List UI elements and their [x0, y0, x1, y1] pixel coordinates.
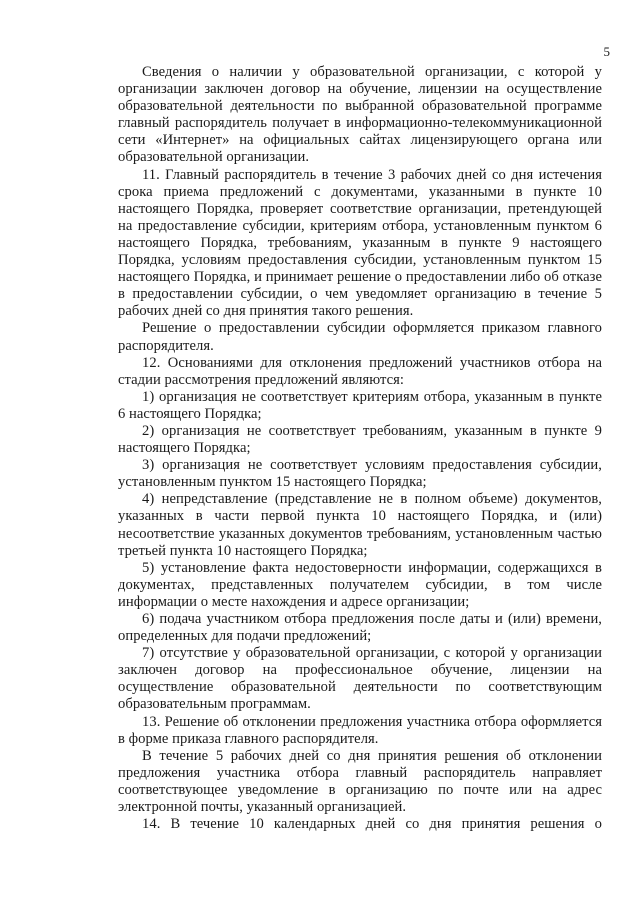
paragraph-subsidy-decision: Решение о предоставлении субсидии оформляется приказом главного распорядителя.: [118, 320, 602, 354]
list-item-5: 5) установление факта недостоверности информации, содержащихся в документах, представленных получателем субсидии, в том числе информации о месте нахождения и адресе организации;: [118, 559, 602, 610]
document-body: [118, 64, 602, 833]
list-item-2: 2) организация не соответствует требованиям, указанным в пункте 9 настоящего Порядка;: [118, 422, 602, 457]
list-item-1: 1) организация не соответствует критериям отбора, указанным в пункте 6 настоящего Порядка;: [118, 388, 602, 422]
page-number: 5: [603, 44, 610, 59]
paragraph-13: 13. Решение об отклонении предложения участника отбора оформляется в форме приказа главного распорядителя.: [118, 713, 602, 747]
paragraph-rejection-notice: В течение 5 рабочих дней со дня принятия решения об отклонении предложения участника отбора главный распорядитель направляет соответствующее уведомление в организацию по почте или на адрес электронной почты, указанный организацией.: [118, 747, 602, 816]
paragraph-12: 12. Основаниями для отклонения предложений участников отбора на стадии рассмотрения предложений являются:: [118, 354, 602, 388]
paragraph-11: 11. Главный распорядитель в течение 3 рабочих дней со дня истечения срока приема предложений с документами, указанными в пункте 10 настоящего Порядка, проверяет соответствие организации, претендующей на предоставление субсидии, критериям отбора, установленным пунктом 6 настоящего Порядка, требованиям, указанным в пункте 9 настоящего Порядка, условиям предоставления субсидии, установленным пунктом 15 настоящего Порядка, и принимает решение о предоставлении либо об отказе в предоставлении субсидии, о чем уведомляет организацию в течение 5 рабочих дней со дня принятия такого решения.: [118, 166, 602, 320]
list-item-7: 7) отсутствие у образовательной организации, с которой у организации заключен договор на профессиональное обучение, лицензии на осуществление образовательной деятельности по соответствующим образовательным программам.: [118, 645, 602, 713]
paragraph-14: 14. В течение 10 календарных дней со дня принятия решения о: [142, 816, 602, 833]
paragraph-license-info: Сведения о наличии у образовательной организации, с которой у организации заключен договор на обучение, лицензии на осуществление образовательной деятельности по выбранной образовательной программе главный распорядитель получает в информационно-телекоммуникационной сети «Интернет» на официальных сайтах лицензирующего органа или образовательной организации.: [118, 64, 602, 166]
list-item-4: 4) непредставление (представление не в полном объеме) документов, указанных в части первой пункта 10 настоящего Порядка, и (или) несоответствие указанных документов требованиям, установленным частью третьей пункта 10 настоящего Порядка;: [118, 491, 602, 559]
list-item-6: 6) подача участником отбора предложения после даты и (или) времени, определенных для подачи предложений;: [118, 611, 602, 645]
list-item-3: 3) организация не соответствует условиям предоставления субсидии, установленным пунктом 15 настоящего Порядка;: [118, 457, 602, 491]
